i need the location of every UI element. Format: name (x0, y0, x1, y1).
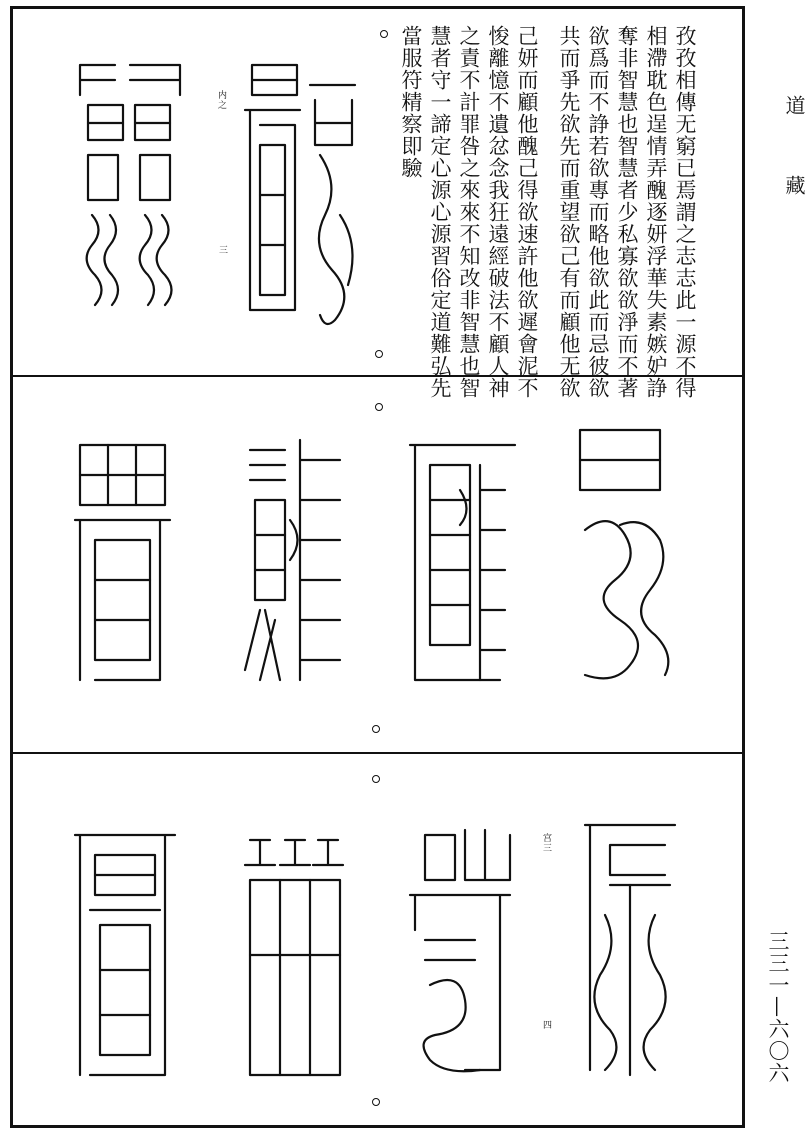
circle-mark (372, 725, 380, 733)
talisman-glyph (405, 430, 525, 690)
talisman-glyph (240, 55, 370, 325)
margin-title: 道藏 (782, 95, 806, 255)
talisman-glyph (70, 825, 180, 1085)
text-column: 己妍而顧他醜己得欲速許他欲遲會泥不 (515, 25, 539, 399)
page-number: 三三一—六〇六 (766, 930, 790, 1084)
talisman-glyph (240, 825, 350, 1085)
talisman-glyph (240, 430, 350, 690)
circle-mark (372, 1098, 380, 1106)
talisman-glyph (70, 430, 180, 690)
circle-mark (372, 775, 380, 783)
text-column: 相滯耽色逞情弄醜逐妍浮華失素嫉妒諍 (644, 25, 668, 399)
section-divider-2 (10, 752, 745, 754)
text-column: 奪非智慧也智慧者少私寡欲欲淨而不著 (615, 25, 639, 399)
glyph-note: 内之 (216, 90, 226, 110)
circle-mark (375, 350, 383, 358)
text-column: 共而爭先欲先而重望欲己有而顧他无欲 (557, 25, 581, 399)
glyph-note: 三 (217, 245, 227, 255)
text-column: 慧者守一諦定心源心源習俗定道難弘先 (428, 25, 452, 399)
talisman-glyph (570, 420, 680, 700)
text-column: 當服符精察即驗 (399, 25, 423, 179)
text-column: 欲爲而不諍若欲專而略他欲此而忌彼欲 (586, 25, 610, 399)
glyph-note: 四 (541, 1020, 551, 1030)
text-column: 孜孜相傳无窮已焉謂之志志此一源不得 (673, 25, 697, 399)
talisman-glyph (575, 815, 685, 1085)
text-column: 悛離憶不遺忿念我狂遠經破法不顧人神 (486, 25, 510, 399)
talisman-glyph (405, 820, 515, 1080)
circle-mark (380, 30, 388, 38)
circle-mark (375, 403, 383, 411)
talisman-glyph (70, 55, 195, 325)
text-column: 之責不計罪咎之來來不知改非智慧也智 (457, 25, 481, 399)
glyph-note: 宫三 (541, 833, 551, 853)
